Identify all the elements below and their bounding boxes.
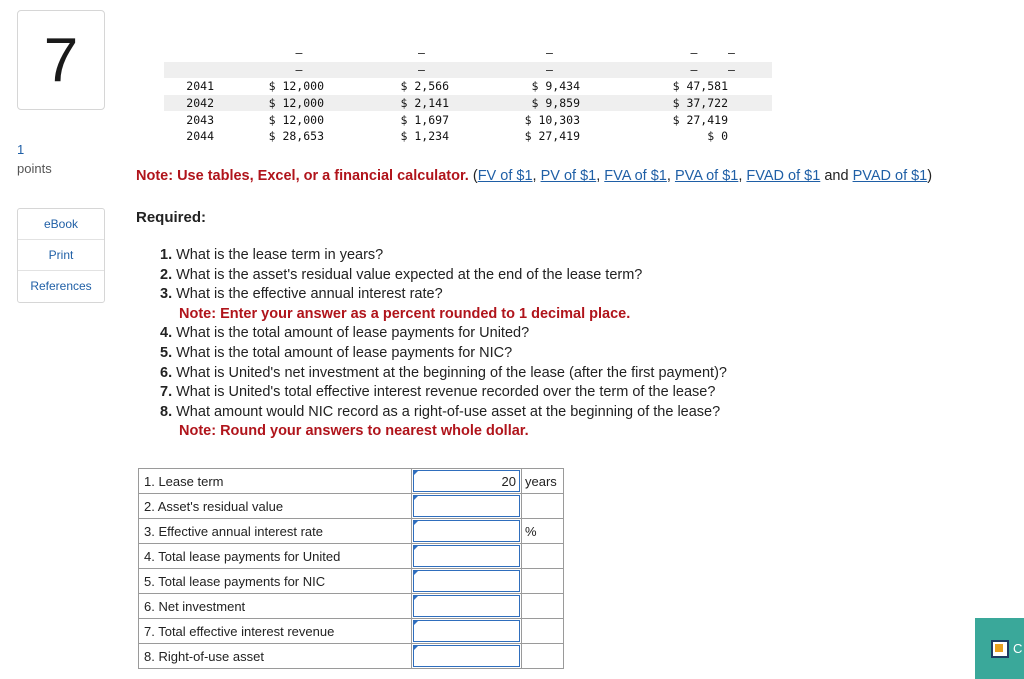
print-button[interactable]: Print bbox=[18, 240, 104, 271]
pv-link[interactable]: PV of $1 bbox=[540, 168, 597, 184]
table-row bbox=[139, 469, 564, 494]
unit-label bbox=[522, 544, 564, 569]
table-row: 2044 $ 28,653 $ 1,234 $ 27,419 $ 0 bbox=[186, 129, 728, 144]
unit-label bbox=[522, 494, 564, 519]
pvad-link[interactable]: PVAD of $1 bbox=[852, 168, 928, 184]
interest-revenue-input[interactable] bbox=[413, 620, 520, 642]
rounding-note: Note: Round your answers to nearest whole dollar. bbox=[179, 423, 529, 440]
percent-note: Note: Enter your answer as a percent rounded to 1 decimal place. bbox=[179, 305, 631, 322]
points-label: points bbox=[17, 161, 52, 176]
note-text: Note: Use tables, Excel, or a financial calculator. bbox=[136, 168, 469, 184]
table-row: – – – – – bbox=[164, 62, 772, 79]
answer-label: 7. Total effective interest revenue bbox=[139, 619, 412, 644]
close-paren: ) bbox=[927, 168, 933, 184]
table-row: 2043 $ 12,000 $ 1,697 $ 10,303 $ 27,419 bbox=[186, 112, 728, 127]
table-row: 2041 $ 12,000 $ 2,566 $ 9,434 $ 47,581 bbox=[186, 79, 728, 94]
list-item: 3. What is the effective annual interest rate? bbox=[160, 286, 443, 303]
united-payments-input[interactable] bbox=[413, 545, 520, 567]
question-number: 7 bbox=[17, 10, 105, 110]
table-row bbox=[139, 569, 564, 594]
unit-label: % bbox=[522, 519, 564, 544]
pva-link[interactable]: PVA of $1 bbox=[674, 168, 739, 184]
list-item: 1. What is the lease term in years? bbox=[160, 247, 384, 263]
question-list bbox=[160, 246, 727, 442]
required-heading: Required: bbox=[136, 209, 207, 226]
fva-link[interactable]: FVA of $1 bbox=[604, 168, 667, 184]
resource-buttons bbox=[17, 208, 105, 303]
app-icon bbox=[991, 640, 1009, 658]
answer-label: 4. Total lease payments for United bbox=[139, 544, 412, 569]
nic-payments-input[interactable] bbox=[413, 570, 520, 592]
corner-widget-text: C bbox=[1013, 641, 1023, 656]
points-value: 1 bbox=[17, 142, 25, 157]
unit-label: years bbox=[522, 469, 564, 494]
answer-table bbox=[138, 468, 564, 669]
open-paren: ( bbox=[472, 168, 478, 184]
unit-label bbox=[522, 619, 564, 644]
table-row bbox=[139, 594, 564, 619]
fvad-link[interactable]: FVAD of $1 bbox=[746, 168, 821, 184]
list-item: 2. What is the asset's residual value expected at the end of the lease term? bbox=[160, 266, 643, 283]
answer-label: 6. Net investment bbox=[139, 594, 412, 619]
answer-label: 5. Total lease payments for NIC bbox=[139, 569, 412, 594]
amortization-table bbox=[164, 45, 772, 145]
list-item: 4. What is the total amount of lease payments for United? bbox=[160, 325, 530, 342]
list-item: 7. What is United's total effective interest revenue recorded over the term of the lease? bbox=[160, 384, 716, 401]
table-row: – – – – – bbox=[295, 46, 735, 61]
answer-label: 8. Right-of-use asset bbox=[139, 644, 412, 669]
lease-term-input[interactable]: 20 bbox=[413, 470, 520, 492]
answer-label: 2. Asset's residual value bbox=[139, 494, 412, 519]
table-row: 2042 $ 12,000 $ 2,141 $ 9,859 $ 37,722 bbox=[164, 95, 772, 112]
table-row bbox=[139, 519, 564, 544]
unit-label bbox=[522, 569, 564, 594]
unit-label bbox=[522, 644, 564, 669]
corner-widget-button[interactable] bbox=[975, 618, 1024, 679]
net-investment-input[interactable] bbox=[413, 595, 520, 617]
answer-label: 1. Lease term bbox=[139, 469, 412, 494]
residual-value-input[interactable] bbox=[413, 495, 520, 517]
answer-label: 3. Effective annual interest rate bbox=[139, 519, 412, 544]
table-row bbox=[139, 619, 564, 644]
unit-label bbox=[522, 594, 564, 619]
table-row bbox=[139, 544, 564, 569]
right-of-use-input[interactable] bbox=[413, 645, 520, 667]
interest-rate-input[interactable] bbox=[413, 520, 520, 542]
ebook-button[interactable]: eBook bbox=[18, 209, 104, 240]
and-text: and bbox=[824, 168, 849, 184]
list-item: 6. What is United's net investment at the beginning of the lease (after the first payment)? bbox=[160, 364, 727, 381]
table-row bbox=[139, 644, 564, 669]
table-row bbox=[139, 494, 564, 519]
list-item: 5. What is the total amount of lease payments for NIC? bbox=[160, 344, 513, 361]
fv-link[interactable]: FV of $1 bbox=[477, 168, 533, 184]
calculator-note: Note: Use tables, Excel, or a financial calculator. (FV of $1, PV of $1, FVA of $1, PVA of $1, FVAD of $1 and PVAD of $1) bbox=[136, 168, 933, 184]
references-button[interactable]: References bbox=[30, 279, 92, 293]
list-item: 8. What amount would NIC record as a right-of-use asset at the beginning of the lease? bbox=[160, 403, 721, 420]
